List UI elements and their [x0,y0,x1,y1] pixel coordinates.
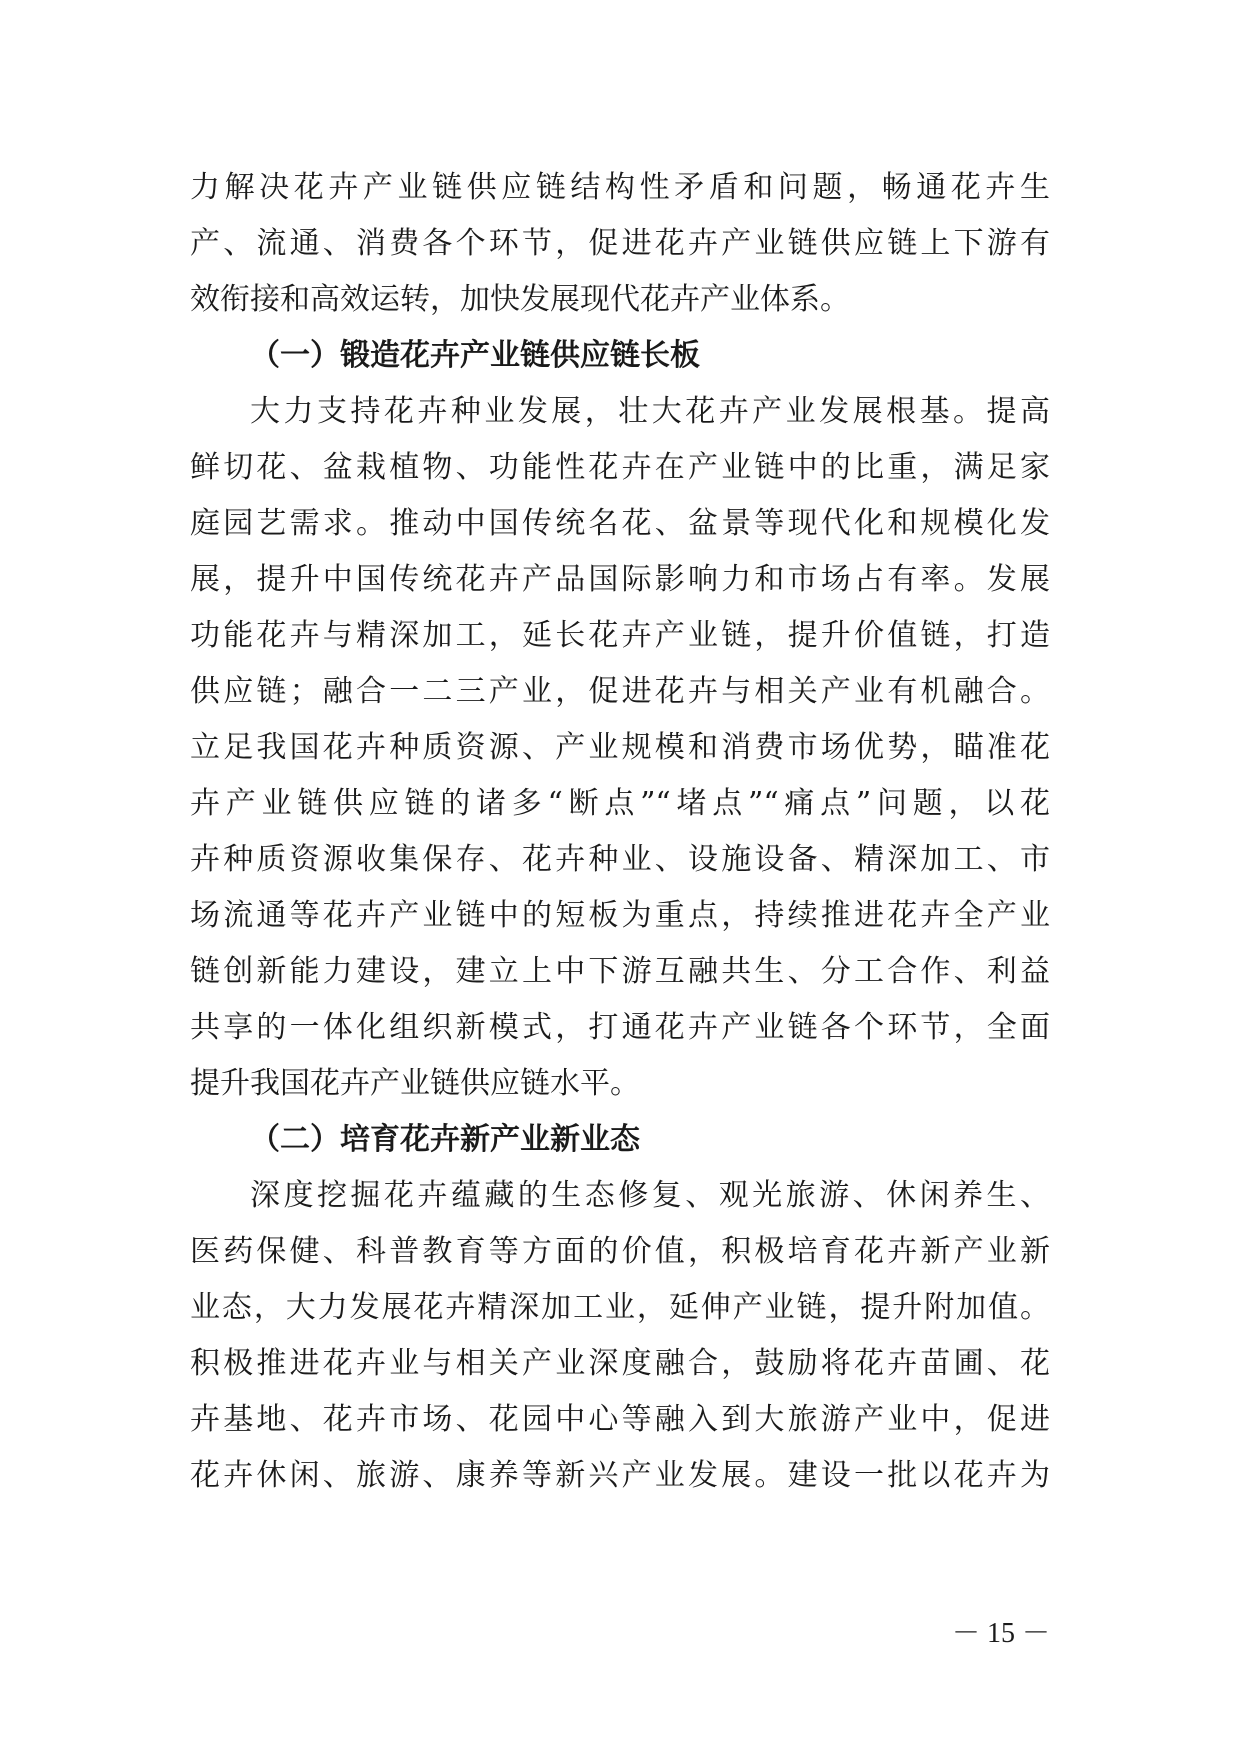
body-line: 业态，大力发展花卉精深加工业，延伸产业链，提升附加值。 [190,1290,1050,1325]
body-line: 立足我国花卉种质资源、产业规模和消费市场优势，瞄准花 [190,730,1050,765]
body-line: 场流通等花卉产业链中的短板为重点，持续推进花卉全产业 [190,898,1050,933]
body-line: 卉基地、花卉市场、花园中心等融入到大旅游产业中，促进 [190,1402,1050,1437]
body-line: 展，提升中国传统花卉产品国际影响力和市场占有率。发展 [190,562,1050,597]
body-line: 共享的一体化组织新模式，打通花卉产业链各个环节，全面 [190,1010,1050,1045]
body-line: 庭园艺需求。推动中国传统名花、盆景等现代化和规模化发 [190,506,1050,541]
body-line: 提升我国花卉产业链供应链水平。 [190,1066,640,1101]
body-line: 链创新能力建设，建立上中下游互融共生、分工合作、利益 [190,954,1050,989]
body-line: 鲜切花、盆栽植物、功能性花卉在产业链中的比重，满足家 [190,450,1050,485]
body-line: 大力支持花卉种业发展，壮大花卉产业发展根基。提高 [250,394,1050,429]
body-line: 卉产业链供应链的诸多“断点”“堵点”“痛点”问题，以花 [190,786,1050,821]
body-line: 医药保健、科普教育等方面的价值，积极培育花卉新产业新 [190,1234,1050,1269]
body-line: 供应链；融合一二三产业，促进花卉与相关产业有机融合。 [190,674,1050,709]
body-line: 效衔接和高效运转，加快发展现代花卉产业体系。 [190,282,850,317]
body-line: 积极推进花卉业与相关产业深度融合，鼓励将花卉苗圃、花 [190,1346,1050,1381]
section-heading-2: （二）培育花卉新产业新业态 [250,1122,640,1157]
section-heading-1: （一）锻造花卉产业链供应链长板 [250,338,700,373]
body-line: 功能花卉与精深加工，延长花卉产业链，提升价值链，打造 [190,618,1050,653]
body-line: 卉种质资源收集保存、花卉种业、设施设备、精深加工、市 [190,842,1050,877]
body-line: 深度挖掘花卉蕴藏的生态修复、观光旅游、休闲养生、 [250,1178,1050,1213]
body-line: 花卉休闲、旅游、康养等新兴产业发展。建设一批以花卉为 [190,1458,1050,1493]
body-line: 产、流通、消费各个环节，促进花卉产业链供应链上下游有 [190,226,1050,261]
body-line: 力解决花卉产业链供应链结构性矛盾和问题，畅通花卉生 [190,170,1050,205]
page-number: － 15 － [951,1618,1050,1649]
